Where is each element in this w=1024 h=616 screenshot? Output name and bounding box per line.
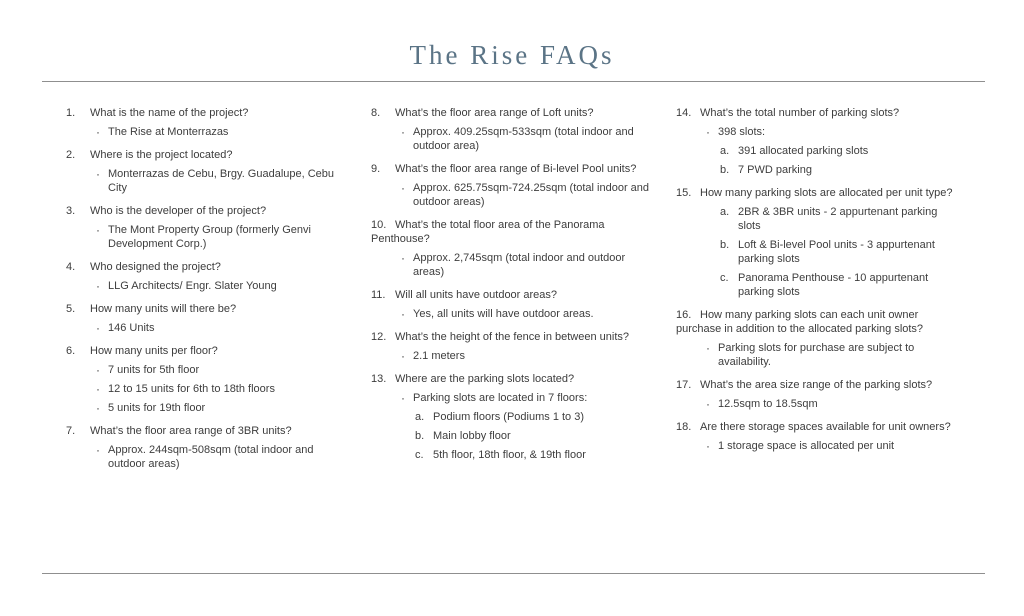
faq-answer	[66, 443, 349, 471]
faq-question	[66, 424, 349, 438]
question-text: Who designed the project?	[90, 261, 221, 273]
question-text: How many units per floor?	[90, 345, 218, 357]
question-text: Who is the developer of the project?	[90, 205, 267, 217]
faq-answer	[66, 167, 349, 195]
bullet-icon: ·	[96, 125, 100, 139]
question-number: 10.	[371, 219, 387, 231]
letter-label: a.	[720, 206, 730, 218]
answer-text: Main lobby floor	[433, 430, 511, 442]
bullet-icon: ·	[401, 251, 405, 265]
faq-answer	[676, 341, 959, 369]
answer-text: 7 units for 5th floor	[108, 364, 200, 376]
question-text: What’s the floor area range of Loft units?	[395, 107, 594, 119]
question-number: 16.	[676, 309, 692, 321]
answer-text: 12.5sqm to 18.5sqm	[718, 398, 818, 410]
faq-answer	[371, 181, 654, 209]
question-number: 9.	[371, 163, 381, 175]
faq-answer	[66, 401, 349, 415]
bullet-icon: ·	[96, 443, 100, 457]
faq-item	[676, 308, 959, 369]
faq-item	[371, 218, 654, 279]
faq-question	[371, 330, 654, 344]
faq-answer	[676, 397, 959, 411]
faq-item	[371, 162, 654, 209]
bullet-icon: ·	[706, 341, 710, 355]
faq-question	[371, 372, 654, 386]
answer-text: Parking slots for purchase are subject to availability.	[718, 342, 915, 368]
question-number: 3.	[66, 205, 76, 217]
bullet-icon: ·	[96, 223, 100, 237]
bullet-icon: ·	[401, 181, 405, 195]
answer-text: LLG Architects/ Engr. Slater Young	[108, 280, 277, 292]
faq-answer	[371, 429, 654, 443]
faq-answer	[66, 125, 349, 139]
answer-text: Panorama Penthouse - 10 appurtenant parking slots	[738, 272, 929, 298]
faq-item	[676, 378, 959, 411]
answer-text: Approx. 409.25sqm-533sqm (total indoor and outdoor area)	[413, 126, 634, 152]
faq-item	[676, 420, 959, 453]
faq-column	[371, 106, 654, 480]
question-number: 12.	[371, 331, 387, 343]
faq-answer	[371, 410, 654, 424]
question-number: 6.	[66, 345, 76, 357]
answer-text: 5 units for 19th floor	[108, 402, 206, 414]
faq-question	[676, 420, 959, 434]
answer-text: Approx. 625.75sqm-724.25sqm (total indoor and outdoor areas)	[413, 182, 650, 208]
question-text: What’s the floor area range of Bi-level Pool units?	[395, 163, 637, 175]
letter-label: c.	[415, 449, 424, 461]
faq-column	[676, 106, 959, 480]
faq-question	[371, 162, 654, 176]
question-text: What’s the total number of parking slots?	[700, 107, 900, 119]
question-text: How many parking slots can each unit owner purchase in addition to the allocated parking slots?	[676, 309, 924, 335]
bullet-icon: ·	[706, 439, 710, 453]
question-text: What’s the area size range of the parking slots?	[700, 379, 933, 391]
answer-text: The Mont Property Group (formerly Genvi Development Corp.)	[108, 224, 311, 250]
bullet-icon: ·	[706, 125, 710, 139]
bullet-icon: ·	[96, 167, 100, 181]
faq-item	[676, 186, 959, 299]
faq-page	[0, 40, 1024, 616]
bullet-icon: ·	[96, 382, 100, 396]
faq-question	[66, 260, 349, 274]
question-text: What’s the floor area range of 3BR units?	[90, 425, 292, 437]
faq-answer	[66, 363, 349, 377]
letter-label: a.	[415, 411, 425, 423]
faq-question	[66, 344, 349, 358]
answer-text: 2BR & 3BR units - 2 appurtenant parking slots	[738, 206, 938, 232]
bullet-icon: ·	[401, 307, 405, 321]
answer-text: Approx. 244sqm-508sqm (total indoor and outdoor areas)	[108, 444, 314, 470]
faq-answer	[371, 448, 654, 462]
faq-answer	[676, 125, 959, 139]
question-number: 13.	[371, 373, 387, 385]
faq-answer	[66, 223, 349, 251]
faq-question	[66, 148, 349, 162]
faq-item	[66, 260, 349, 293]
answer-text: 12 to 15 units for 6th to 18th floors	[108, 383, 275, 395]
faq-item	[371, 330, 654, 363]
letter-label: b.	[415, 430, 425, 442]
faq-item	[371, 288, 654, 321]
question-text: What’s the height of the fence in between units?	[395, 331, 630, 343]
faq-question	[676, 378, 959, 392]
faq-question	[371, 106, 654, 120]
answer-text: The Rise at Monterrazas	[108, 126, 229, 138]
faq-answer	[676, 238, 959, 266]
faq-columns	[42, 82, 985, 480]
faq-item	[66, 424, 349, 471]
answer-text: 391 allocated parking slots	[738, 145, 869, 157]
faq-item	[66, 106, 349, 139]
answer-text: Podium floors (Podiums 1 to 3)	[433, 411, 585, 423]
answer-text: Parking slots are located in 7 floors:	[413, 392, 588, 404]
letter-label: a.	[720, 145, 730, 157]
answer-text: 146 Units	[108, 322, 155, 334]
faq-answer	[371, 251, 654, 279]
question-number: 5.	[66, 303, 76, 315]
bullet-icon: ·	[96, 279, 100, 293]
faq-item	[66, 204, 349, 251]
faq-item	[66, 148, 349, 195]
question-number: 14.	[676, 107, 692, 119]
faq-answer	[676, 144, 959, 158]
answer-text: 7 PWD parking	[738, 164, 812, 176]
question-text: How many units will there be?	[90, 303, 237, 315]
bullet-icon: ·	[706, 397, 710, 411]
answer-text: Approx. 2,745sqm (total indoor and outdoor areas)	[413, 252, 626, 278]
question-number: 8.	[371, 107, 381, 119]
bullet-icon: ·	[401, 349, 405, 363]
question-text: Where are the parking slots located?	[395, 373, 575, 385]
question-text: Will all units have outdoor areas?	[395, 289, 558, 301]
faq-answer	[66, 279, 349, 293]
faq-item	[676, 106, 959, 177]
faq-answer	[66, 321, 349, 335]
faq-question	[676, 186, 959, 200]
question-number: 11.	[371, 289, 386, 301]
question-number: 7.	[66, 425, 76, 437]
answer-text: 398 slots:	[718, 126, 766, 138]
answer-text: Monterrazas de Cebu, Brgy. Guadalupe, Cebu City	[108, 168, 335, 194]
faq-answer	[371, 349, 654, 363]
faq-question	[371, 288, 654, 302]
faq-column	[66, 106, 349, 480]
question-number: 15.	[676, 187, 692, 199]
answer-text: 5th floor, 18th floor, & 19th floor	[433, 449, 586, 461]
faq-item	[371, 372, 654, 462]
faq-answer	[676, 271, 959, 299]
bullet-icon: ·	[401, 391, 405, 405]
letter-label: c.	[720, 272, 729, 284]
answer-text: Yes, all units will have outdoor areas.	[413, 308, 594, 320]
faq-answer	[371, 125, 654, 153]
answer-text: 1 storage space is allocated per unit	[718, 440, 895, 452]
answer-text: Loft & Bi-level Pool units - 3 appurtenant parking slots	[738, 239, 935, 265]
faq-answer	[371, 391, 654, 405]
question-text: How many parking slots are allocated per unit type?	[700, 187, 953, 199]
question-text: Are there storage spaces available for unit owners?	[700, 421, 951, 433]
faq-item	[66, 344, 349, 415]
answer-text: 2.1 meters	[413, 350, 465, 362]
bullet-icon: ·	[96, 321, 100, 335]
bullet-icon: ·	[401, 125, 405, 139]
faq-question	[66, 302, 349, 316]
faq-answer	[371, 307, 654, 321]
faq-item	[66, 302, 349, 335]
question-number: 18.	[676, 421, 692, 433]
bullet-icon: ·	[96, 401, 100, 415]
faq-question	[66, 106, 349, 120]
letter-label: b.	[720, 164, 730, 176]
faq-answer	[676, 163, 959, 177]
faq-question	[676, 308, 959, 336]
faq-question	[66, 204, 349, 218]
faq-answer	[676, 205, 959, 233]
question-number: 17.	[676, 379, 692, 391]
bottom-divider	[42, 573, 985, 574]
faq-answer	[676, 439, 959, 453]
question-text: What is the name of the project?	[90, 107, 249, 119]
question-text: Where is the project located?	[90, 149, 233, 161]
faq-item	[371, 106, 654, 153]
bullet-icon: ·	[96, 363, 100, 377]
question-text: What’s the total floor area of the Panorama Penthouse?	[371, 219, 605, 245]
page-title: The Rise FAQs	[409, 40, 615, 70]
faq-question	[371, 218, 654, 246]
question-number: 1.	[66, 107, 76, 119]
question-number: 4.	[66, 261, 76, 273]
faq-question	[676, 106, 959, 120]
question-number: 2.	[66, 149, 76, 161]
letter-label: b.	[720, 239, 730, 251]
faq-answer	[66, 382, 349, 396]
